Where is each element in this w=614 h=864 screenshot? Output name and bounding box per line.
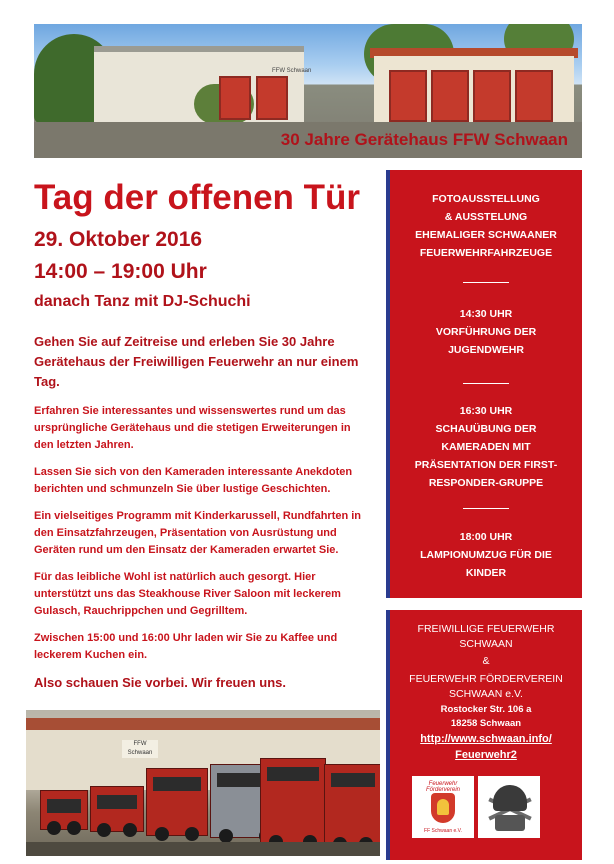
closing-text: Also schauen Sie vorbei. Wir freuen uns.: [34, 675, 287, 690]
org-name: FREIWILLIGE FEUERWEHR: [417, 623, 555, 635]
fire-helmet-emblem-icon: [478, 776, 540, 838]
building-sign: FFW Schwaan: [272, 68, 312, 74]
event-title: Tag der offenen Tür: [34, 178, 361, 217]
header-caption: 30 Jahre Gerätehaus FFW Schwaan: [280, 130, 568, 149]
paragraph: Für das leibliche Wohl ist natürlich auch gesorgt. Hier unterstützt uns das Steakhouse River Saloon mit leckerem Gulasch, Rauchrippchen und Gegrilltem.: [34, 571, 341, 617]
paragraph: Ein vielseitiges Programm mit Kinderkarussell, Rundfahrten in den Einsatzfahrzeugen, Präsentation von Ausrüstung und Geräten rund um den Einsatz der Kameraden erwartet Sie.: [34, 510, 362, 556]
divider: [463, 383, 509, 384]
event-date: 29. Oktober 2016: [34, 228, 203, 251]
program-item-exhibition: FOTOAUSSTELLUNG & AUSSTELUNG EHEMALIGER SCHWAANER FEUERWEHRFAHRZEUGE: [415, 193, 557, 259]
divider: [463, 508, 509, 509]
paragraph: Zwischen 15:00 und 16:00 Uhr laden wir Sie zu Kaffee und leckerem Kuchen ein.: [34, 632, 338, 661]
divider: [463, 282, 509, 283]
association-name: FEUERWEHR FÖRDERVEREIN: [409, 673, 563, 685]
program-item-youth-demo: 14:30 UHR VORFÜHRUNG DER JUGENDWEHR: [435, 308, 537, 356]
fire-trucks-photo: FFW Schwaan: [26, 710, 380, 856]
ampersand: &: [482, 655, 490, 667]
foerderverein-logo-icon: Feuerwehr Förderverein FF Schwaan e.V.: [412, 776, 474, 838]
program-sidebar: [386, 170, 582, 598]
website-link-path[interactable]: Feuerwehr2: [455, 749, 517, 761]
contact-box: [386, 610, 582, 860]
postal-city: 18258 Schwaan: [450, 718, 522, 729]
event-dance: danach Tanz mit DJ-Schuchi: [34, 293, 251, 310]
program-item-exercise: 16:30 UHR SCHAUÜBUNG DER KAMERADEN MIT PRÄSENTATION DER FIRST- RESPONDER-GRUPPE: [414, 405, 558, 489]
event-time: 14:00 – 19:00 Uhr: [34, 260, 207, 283]
org-city: SCHWAAN: [459, 638, 513, 650]
paragraph: Lassen Sie sich von den Kameraden interessante Anekdoten berichten und schmunzeln Sie über lustige Geschichten.: [34, 466, 353, 495]
header-photo: [34, 24, 582, 158]
program-item-lantern-parade: 18:00 UHR LAMPIONUMZUG FÜR DIE KINDER: [420, 531, 552, 579]
street-address: Rostocker Str. 106 a: [440, 704, 532, 715]
paragraph: Erfahren Sie interessantes und wissenswertes rund um das ursprüngliche Gerätehaus und die stetigen Erweiterungen in den letzten Jahren.: [34, 405, 351, 451]
association-city: SCHWAAN e.V.: [449, 688, 523, 700]
website-link[interactable]: http://www.schwaan.info/: [420, 733, 552, 745]
intro-text: Gehen Sie auf Zeitreise und erleben Sie 30 Jahre Gerätehaus der Freiwilligen Feuerwehr an nur einem Tag.: [34, 334, 359, 389]
